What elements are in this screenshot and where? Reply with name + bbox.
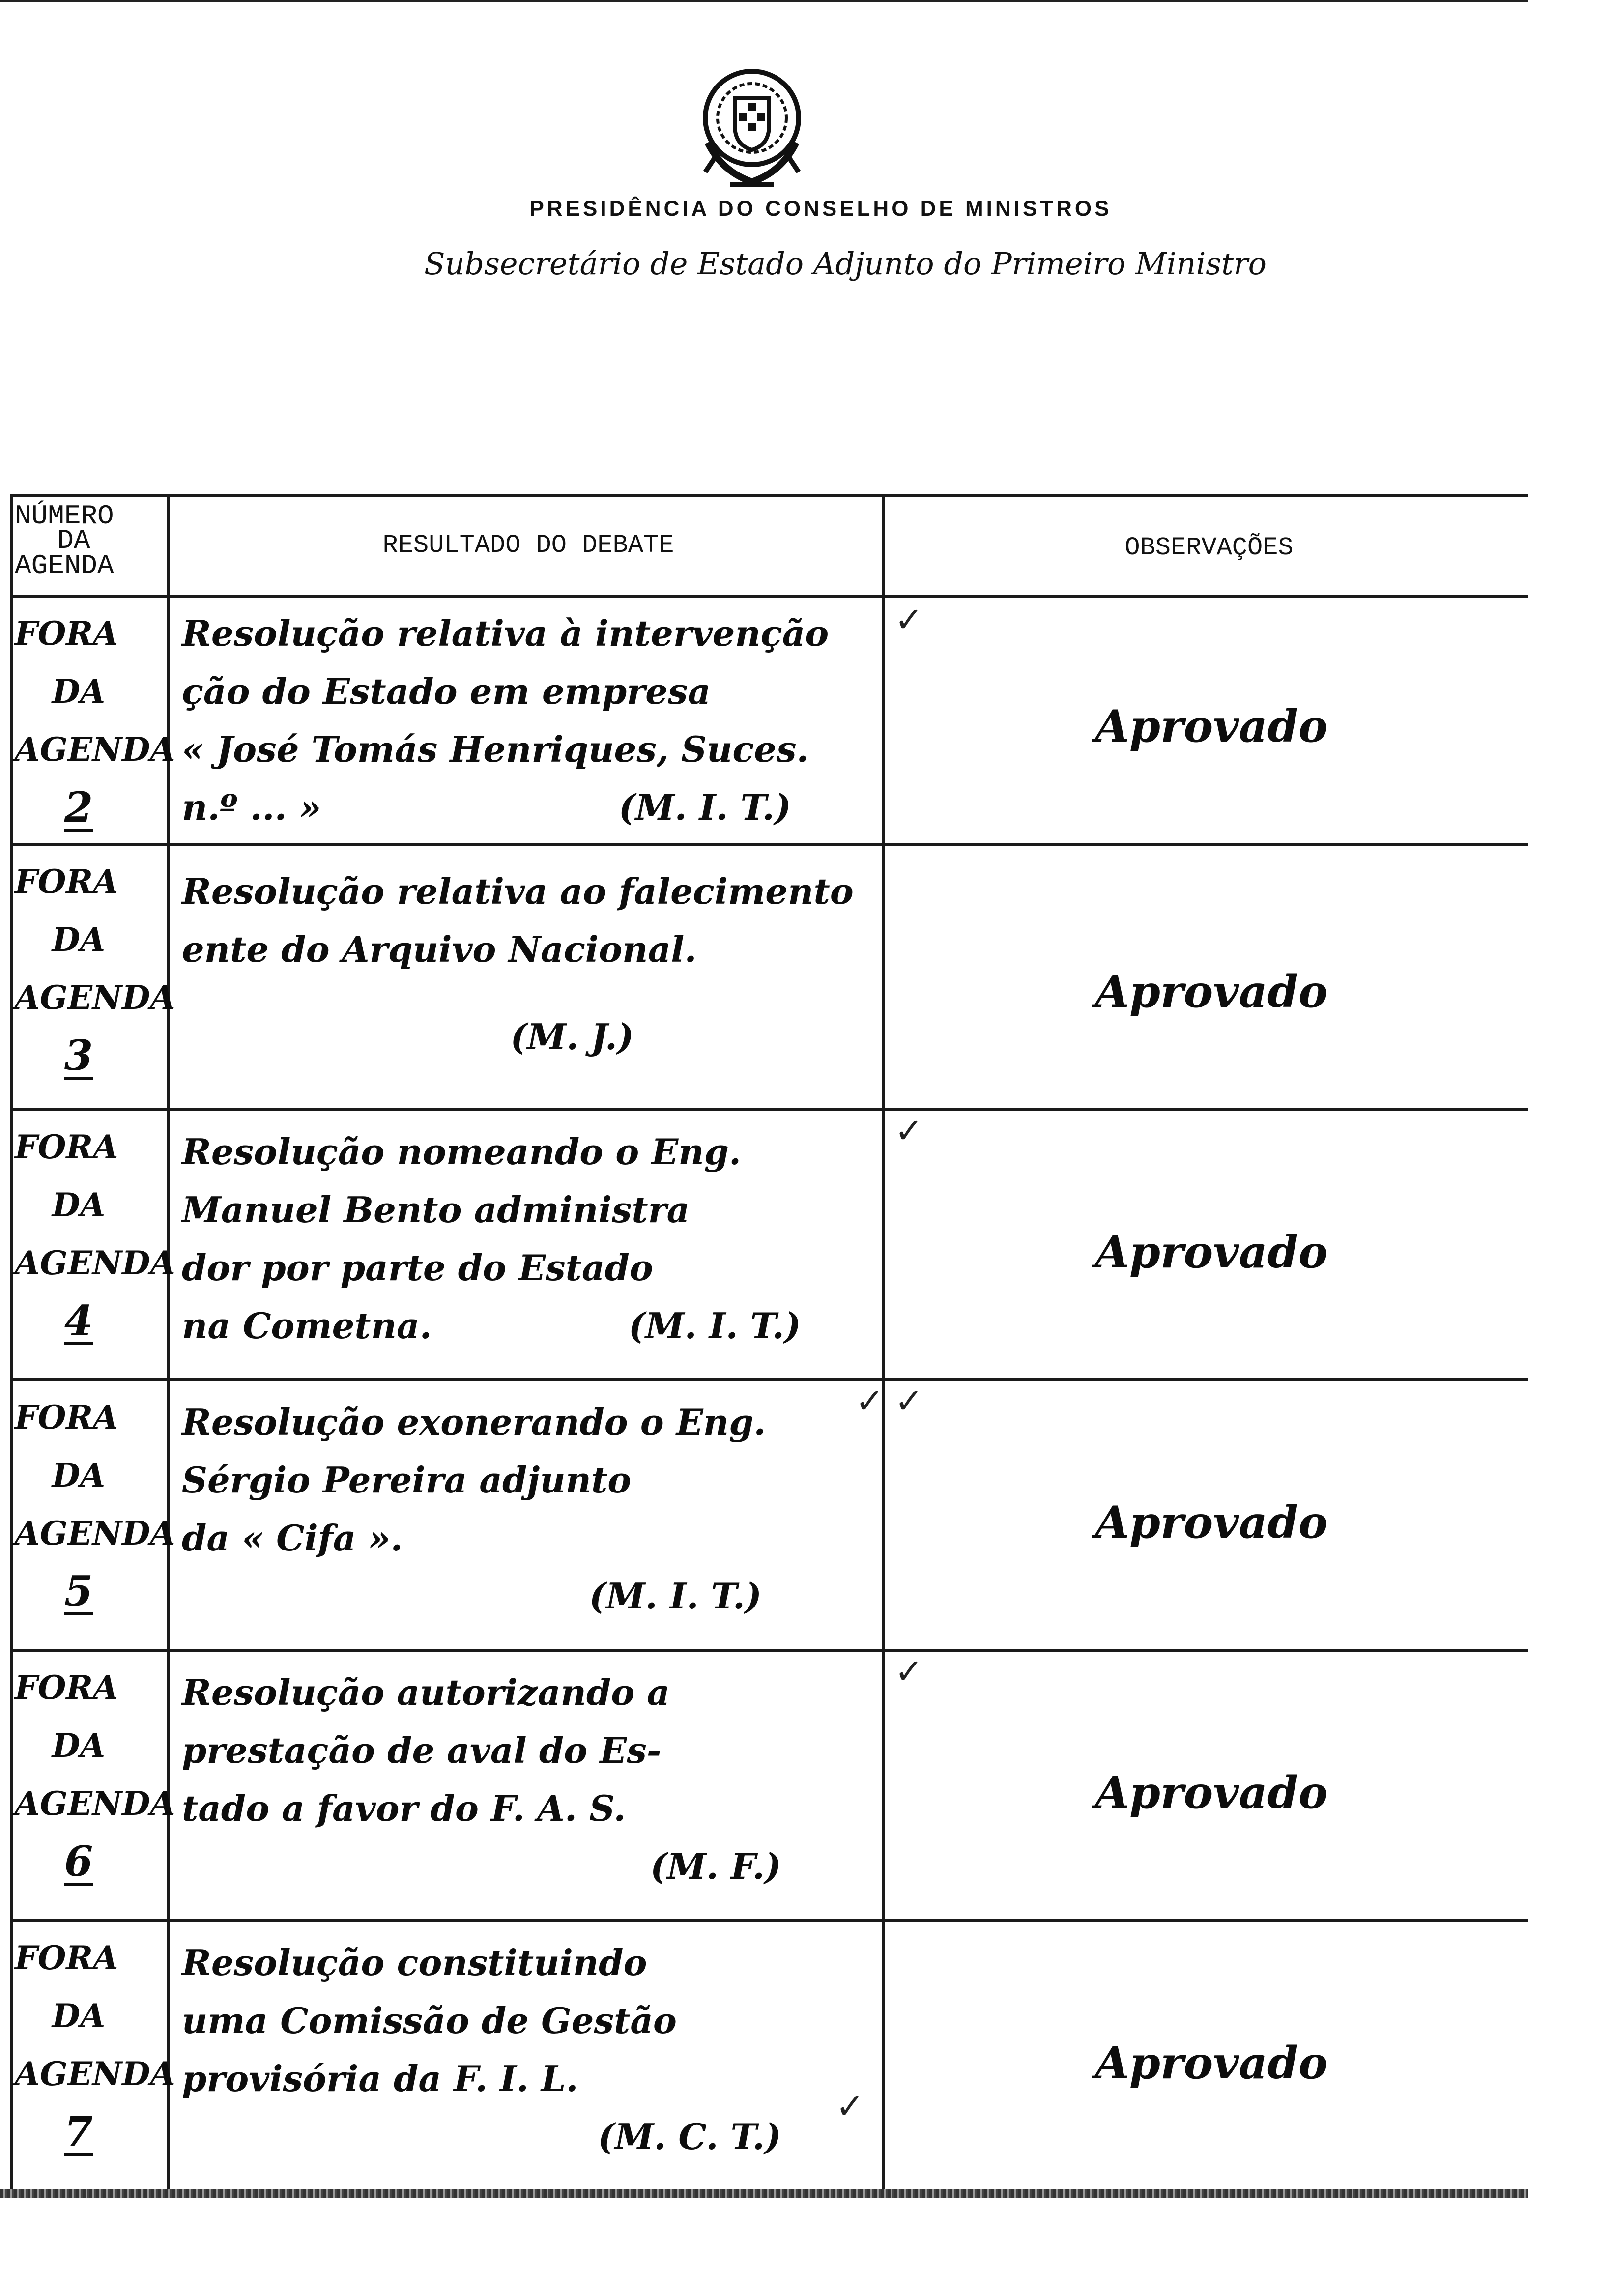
agenda-line: FORA: [15, 862, 118, 901]
check-mark-icon: ✓: [835, 2086, 864, 2126]
result-line: dor por parte do Estado: [182, 1247, 653, 1289]
agenda-line: AGENDA: [15, 1784, 175, 1823]
agenda-table: [10, 494, 1528, 2195]
result-line: ção do Estado em empresa: [182, 670, 711, 712]
result-line: da « Cifa ».: [182, 1517, 403, 1559]
agenda-line: AGENDA: [15, 978, 175, 1017]
check-mark-icon: ✓: [894, 600, 923, 640]
column-header-agenda: [15, 500, 172, 581]
row-divider: [10, 1378, 1528, 1381]
ministry-ref: (M. I. T.): [618, 786, 791, 828]
observation-cell: Aprovado: [1095, 1496, 1328, 1549]
observation-cell: Aprovado: [1095, 1767, 1328, 1819]
observation-cell: Aprovado: [1095, 700, 1328, 752]
agenda-line: FORA: [15, 1128, 118, 1166]
column-border: [10, 494, 13, 2193]
result-line: provisória da F. I. L.: [182, 2058, 578, 2099]
observation-cell: Aprovado: [1095, 1226, 1328, 1278]
observation-cell: Aprovado: [1095, 2037, 1328, 2089]
agenda-cell: [15, 604, 175, 836]
agenda-cell: [15, 853, 175, 1085]
agenda-line: AGENDA: [15, 2055, 175, 2093]
agenda-cell: [15, 1388, 175, 1620]
agenda-line: DA: [52, 1186, 106, 1224]
result-line: Manuel Bento administra: [182, 1189, 690, 1231]
agenda-line: FORA: [15, 1939, 118, 1977]
coat-of-arms-seal-icon: [688, 59, 816, 192]
agenda-number: 6: [64, 1837, 93, 1886]
result-line: « José Tomás Henriques, Suces.: [182, 728, 809, 770]
agenda-line: DA: [52, 1997, 106, 2035]
check-mark-icon: ✓: [894, 1381, 923, 1421]
result-line: ente do Arquivo Nacional.: [182, 928, 697, 970]
result-line: n.º ... »: [182, 786, 321, 828]
agenda-line: AGENDA: [15, 730, 175, 769]
result-line: Resolução nomeando o Eng.: [182, 1131, 742, 1173]
result-line: tado a favor do F. A. S.: [182, 1787, 626, 1829]
agenda-number: 4: [64, 1296, 93, 1345]
agenda-line: AGENDA: [15, 1514, 175, 1552]
result-line: na Cometna.: [182, 1305, 432, 1347]
check-mark-icon: ✓: [855, 1381, 884, 1421]
result-line: Resolução relativa ao falecimento: [182, 870, 854, 912]
result-cell: [182, 1934, 890, 2166]
agenda-cell: [15, 1118, 175, 1350]
result-line: Resolução relativa à intervenção: [182, 612, 829, 654]
agenda-line: FORA: [15, 614, 118, 653]
result-cell: [182, 1123, 890, 1355]
top-rule: [0, 0, 1528, 2]
ministry-ref: (M. I. T.): [589, 1575, 762, 1617]
result-cell: [182, 1393, 890, 1625]
agenda-cell: [15, 1929, 175, 2161]
result-line: prestação de aval do Es-: [182, 1729, 662, 1771]
scan-edge-noise: [0, 2189, 1528, 2198]
check-mark-icon: ✓: [894, 1111, 923, 1151]
result-line: uma Comissão de Gestão: [182, 2000, 677, 2041]
agenda-cell: [15, 1659, 175, 1891]
check-mark-icon: ✓: [894, 1651, 923, 1692]
row-divider: [10, 843, 1528, 846]
agenda-number: 3: [64, 1031, 93, 1080]
header-line: DA: [57, 525, 90, 557]
agenda-line: DA: [52, 1456, 106, 1494]
table-top-border: [10, 494, 1528, 497]
result-cell: [182, 862, 890, 1066]
result-cell: [182, 1664, 890, 1895]
ministry-ref: (M. F.): [650, 1845, 781, 1887]
ministry-ref: (M. C. T.): [598, 2116, 781, 2157]
subtitle: Subsecretário de Estado Adjunto do Primeiro Ministro: [424, 246, 1267, 282]
agenda-line: FORA: [15, 1398, 118, 1436]
column-header-observations: OBSERVAÇÕES: [1124, 533, 1294, 562]
result-line: Resolução constituindo: [182, 1942, 647, 1983]
header-line: AGENDA: [15, 549, 114, 581]
agenda-line: DA: [52, 672, 106, 711]
header-line: NÚMERO: [15, 500, 114, 532]
agenda-line: DA: [52, 920, 106, 959]
agenda-line: DA: [52, 1726, 106, 1765]
result-line: Sérgio Pereira adjunto: [182, 1459, 632, 1501]
organization-title: PRESIDÊNCIA DO CONSELHO DE MINISTROS: [529, 197, 1112, 221]
ministry-ref: (M. I. T.): [628, 1305, 801, 1347]
row-divider: [10, 1649, 1528, 1652]
agenda-number: 7: [64, 2107, 93, 2156]
result-line: Resolução autorizando a: [182, 1671, 670, 1713]
column-header-result: RESULTADO DO DEBATE: [382, 531, 674, 560]
row-divider: [10, 1919, 1528, 1922]
result-line: Resolução exonerando o Eng.: [182, 1401, 766, 1443]
ministry-ref: (M. J.): [510, 1016, 634, 1058]
observation-cell: Aprovado: [1095, 966, 1328, 1018]
agenda-line: AGENDA: [15, 1244, 175, 1282]
header-bottom-border: [10, 595, 1528, 598]
row-divider: [10, 1108, 1528, 1111]
result-cell: [182, 604, 890, 836]
agenda-line: FORA: [15, 1668, 118, 1707]
agenda-number: 5: [64, 1567, 93, 1615]
agenda-number: 2: [64, 783, 93, 832]
